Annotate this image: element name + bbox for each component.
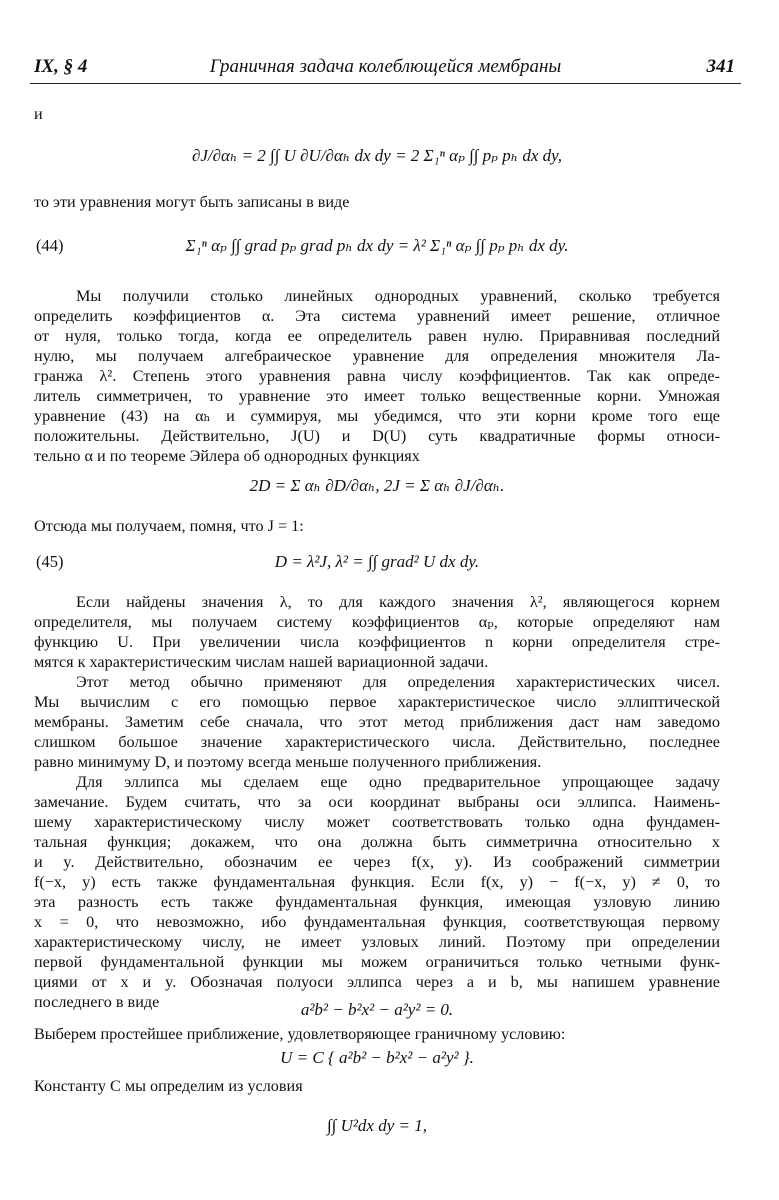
text-line: Отсюда мы получаем, помня, что J = 1:: [34, 517, 304, 535]
text-line: и: [34, 105, 43, 123]
page-number: 341: [706, 56, 735, 77]
text-line: Мы вычислим с его помощью первое характеристическое число эллиптической: [34, 693, 720, 711]
text-line: Этот метод обычно применяют для определения характеристических чисел.: [76, 673, 720, 691]
display-equation: ∂J/∂αₕ = 2 ∫∫ U ∂U/∂αₕ dx dy = 2 Σ₁ⁿ αₚ ∫∫ pₚ pₕ dx dy,: [191, 146, 562, 165]
text-line: Мы получили столько линейных однородных уравнений, сколько требуется: [76, 287, 720, 305]
equation-number: (44): [36, 236, 64, 255]
text-line: мембраны. Заметим себе сначала, что этот метод приближения даст нам заведомо: [34, 713, 720, 731]
section-number: IX, § 4: [34, 56, 88, 77]
text-line: Константу C мы определим из условия: [34, 1077, 303, 1095]
running-header: [30, 56, 741, 84]
text-line: циями от x и y. Обозначая полуоси эллипса через a и b, мы напишем уравнение: [34, 973, 720, 991]
text-line: литель симметричен, то уравнение это имеет только вещественные корни. Умножая: [34, 387, 720, 405]
text-line: x = 0, что невозможно, ибо фундаментальная функция, соответствующая первому: [34, 913, 720, 931]
text-line: то эти уравнения могут быть записаны в виде: [34, 193, 350, 211]
text-line: шему характеристическому числу может соответствовать только одна фундамен-: [34, 813, 720, 831]
text-line: определителя, мы получаем систему коэффициентов αₚ, которые определяют нам: [34, 613, 720, 631]
text-line: положительны. Действительно, J(U) и D(U) суть квадратичные формы относи-: [34, 427, 720, 445]
text-line: замечание. Будем считать, что за оси координат выбраны оси эллипса. Наимень-: [34, 793, 720, 811]
equation-number: (45): [36, 552, 64, 571]
text-line: и y. Действительно, обозначим ее через f(x, y). Из соображений симметрии: [34, 853, 720, 871]
text-line: определить коэффициентов α. Эта система уравнений имеет решение, отличное: [34, 307, 720, 325]
text-line: гранжа λ². Степень этого уравнения равна числу коэффициентов. Так как опреде-: [34, 367, 720, 385]
display-equation: U = C { a²b² − b²x² − a²y² }.: [280, 1048, 474, 1067]
text-line: Выберем простейшее приближение, удовлетворяющее граничному условию:: [34, 1025, 566, 1043]
text-line: эта разность есть также фундаментальная функция, имеющая узловую линию: [34, 893, 720, 911]
text-line: равно минимуму D, и поэтому всегда меньше полученного приближения.: [34, 753, 542, 771]
text-line: Если найдены значения λ, то для каждого значения λ², являющегося корнем: [76, 593, 720, 611]
display-equation: D = λ²J, λ² = ∫∫ grad² U dx dy.: [274, 552, 480, 571]
text-line: f(−x, y) есть также фундаментальная функция. Если f(x, y) − f(−x, y) ≠ 0, то: [34, 873, 720, 891]
text-line: тельно α и по теореме Эйлера об однородных функциях: [34, 447, 420, 465]
display-equation: ∫∫ U²dx dy = 1,: [327, 1116, 427, 1135]
display-equation: Σ₁ⁿ αₚ ∫∫ grad pₚ grad pₕ dx dy = λ² Σ₁ⁿ αₚ ∫∫ pₚ pₕ dx dy.: [185, 236, 569, 255]
text-line: мятся к характеристическим числам нашей вариационной задачи.: [34, 653, 489, 671]
text-line: первой фундаментальной функции мы можем ограничиться только четными функ-: [34, 953, 720, 971]
text-line: последнего в виде: [34, 993, 160, 1011]
text-line: слишком большое значение характеристического числа. Действительно, последнее: [34, 733, 720, 751]
display-equation: a²b² − b²x² − a²y² = 0.: [300, 1000, 454, 1019]
display-equation: 2D = Σ αₕ ∂D/∂αₕ, 2J = Σ αₕ ∂J/∂αₕ.: [249, 476, 505, 495]
text-line: Для эллипса мы сделаем еще одно предварительное упрощающее задачу: [76, 773, 720, 791]
text-line: тальная функция; докажем, что она должна быть симметрична относительно x: [34, 833, 720, 851]
text-line: функцию U. При увеличении числа коэффициентов n корни определителя стре-: [34, 633, 720, 651]
text-line: от нуля, только тогда, когда ее определитель равен нулю. Приравнивая последний: [34, 327, 720, 345]
text-line: нулю, мы получаем алгебраическое уравнение для определения множителя Ла-: [34, 347, 720, 365]
header-rule: [30, 83, 741, 84]
running-title: Граничная задача колеблющейся мембраны: [209, 56, 562, 77]
text-line: характеристическому числу, не имеет узловых линий. Поэтому при определении: [34, 933, 720, 951]
text-line: уравнение (43) на αₕ и суммируя, мы убедимся, что эти корни кроме того еще: [34, 407, 720, 425]
